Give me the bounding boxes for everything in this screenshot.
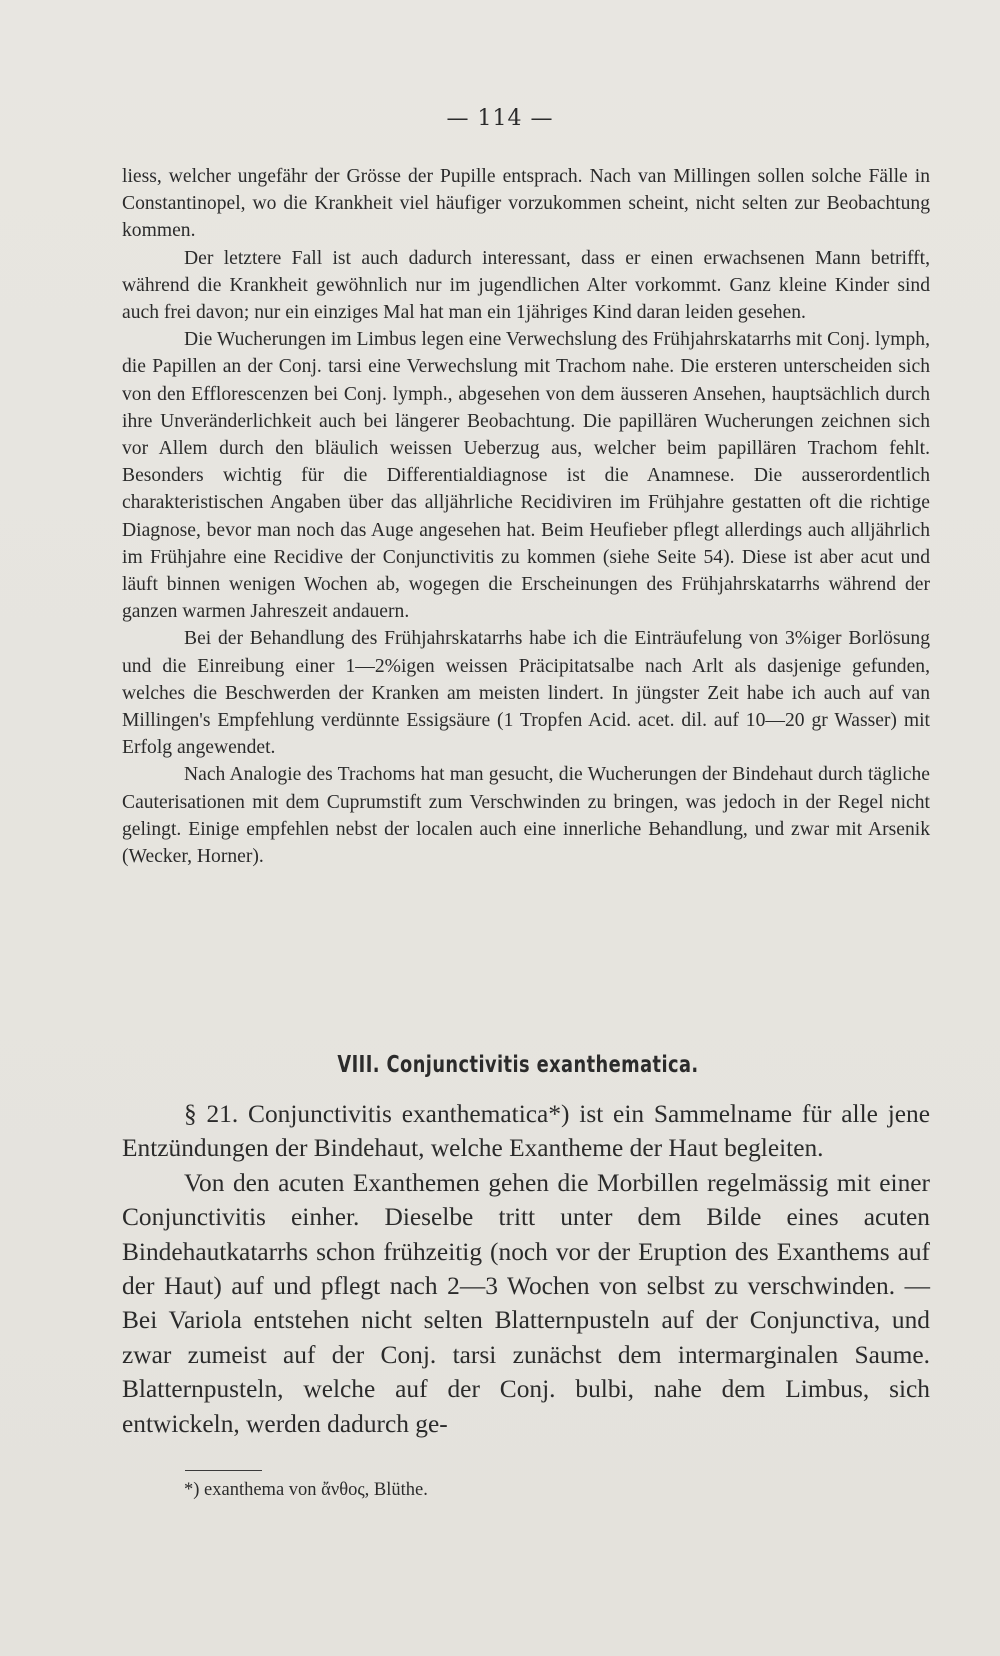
paragraph-3: Die Wucherungen im Limbus legen eine Verwechslung des Frühjahrskatarrhs mit Conj. lymph, die Papillen an der Conj. tarsi eine Verwechslung mit Trachom nahe. Die ersteren unterscheiden sich von den Efflorescenzen bei Conj. lymph., abgesehen von dem äusseren Ansehen, hauptsächlich durch ihre Unveränderlichkeit auch bei längerer Beobachtung. Die papillären Wucherungen zeichnen sich vor Allem durch den bläulich weissen Ueberzug aus, welcher beim papillären Trachom fehlt. Besonders wichtig für die Differentialdiagnose ist die Anamnese. Die ausserordentlich charakteristischen Angaben über das alljährliche Recidiviren im Frühjahre gestatten oft die richtige Diagnose, bevor man noch das Auge angesehen hat. Beim Heufieber pflegt allerdings auch alljährlich im Frühjahre eine Recidive der Conjunctivitis zu kommen (siehe Seite 54). Diese ist aber acut und läuft binnen wenigen Wochen ab, wogegen die Erscheinungen des Frühjahrskatarrhs während der ganzen warmen Jahreszeit andauern. — [122, 329, 930, 623]
footnote-rule — [185, 1470, 262, 1471]
body-text — [122, 163, 930, 870]
section-paragraph-2: Von den acuten Exanthemen gehen die Morbillen regelmässig mit einer Conjunctivitis einher. Dieselbe tritt unter dem Bilde eines acuten Bindehautkatarrhs schon frühzeitig (noch vor der Eruption des Exanthems auf der Haut) auf und pflegt nach 2—3 Wochen von selbst zu verschwinden. — Bei Variola entstehen nicht selten Blatternpusteln auf der Conjunctiva, und zwar zumeist auf der Conj. tarsi zunächst dem intermarginalen Saume. Blatternpusteln, welche auf der Conj. bulbi, nahe dem Limbus, sich entwickeln, werden dadurch ge- — [122, 1168, 930, 1438]
paragraph-1: liess, welcher ungefähr der Grösse der Pupille entsprach. Nach van Millingen sollen solche Fälle in Constantinopel, wo die Krankheit viel häufiger vorzukommen scheint, nicht selten zur Beobachtung kommen. — [122, 166, 930, 242]
footnote: *) exanthema von ἄνθος, Blüthe. — [184, 1480, 428, 1500]
section-heading: VIII. Conjunctivitis exanthematica. — [337, 1052, 699, 1078]
section-text — [122, 1097, 930, 1441]
paragraph-5: Nach Analogie des Trachoms hat man gesucht, die Wucherungen der Bindehaut durch tägliche Cauterisationen mit dem Cuprumstift zum Verschwinden zu bringen, was jedoch in der Regel nicht gelingt. Einige empfehlen nebst der localen auch eine innerliche Behandlung, und zwar mit Arsenik (Wecker, Horner). — [122, 764, 930, 868]
section-paragraph-1: § 21. Conjunctivitis exanthematica*) ist ein Sammelname für alle jene Entzündungen der Bindehaut, welche Exantheme der Haut begleiten. — [122, 1100, 930, 1163]
paragraph-2: Der letztere Fall ist auch dadurch interessant, dass er einen erwachsenen Mann betrifft, während die Krankheit gewöhnlich nur im jugendlichen Alter vorkommt. Ganz kleine Kinder sind auch frei davon; nur ein einziges Mal hat man ein 1jähriges Kind daran leiden gesehen. — [122, 247, 930, 324]
paragraph-4: Bei der Behandlung des Frühjahrskatarrhs habe ich die Einträufelung von 3%iger Borlösung und die Einreibung einer 1—2%igen weissen Präcipitatsalbe nach Arlt als dasjenige gefunden, welches die Beschwerden der Kranken am meisten lindert. In jüngster Zeit habe ich auch auf van Millingen's Empfehlung verdünnte Essigsäure (1 Tropfen Acid. acet. dil. auf 10—20 gr Wasser) mit Erfolg angewendet. — [122, 628, 930, 759]
page-number: — 114 — — [446, 106, 554, 131]
